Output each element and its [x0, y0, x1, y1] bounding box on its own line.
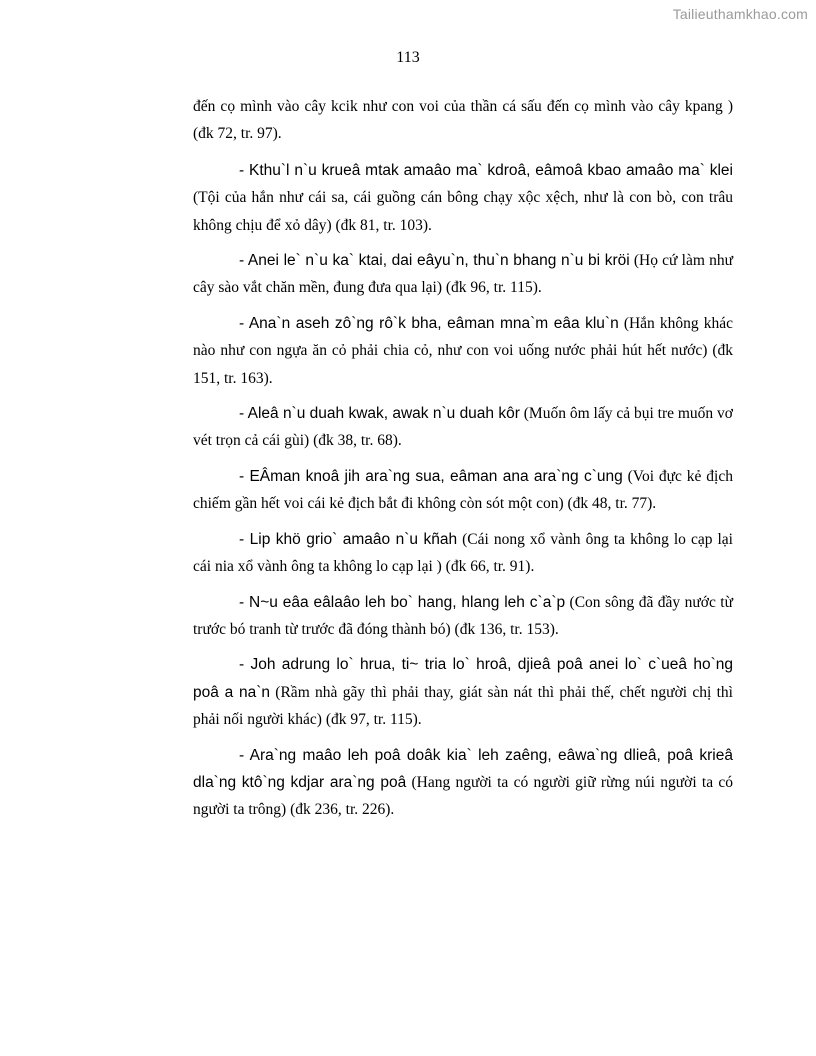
- vietnamese-translation: (Muốn ôm lấy cả bụi tre muốn vơ vét trọn cả cái gùi) (đk 38, tr. 68).: [193, 405, 733, 450]
- proverb-entry: [193, 742, 733, 824]
- vietnamese-translation: (Hắn không khác nào như con ngựa ăn cỏ phải chia cỏ, như con voi uống nước phải hút hết nước) (đk 151, tr. 163).: [193, 314, 733, 387]
- vietnamese-translation: (Cái nong xổ vành ông ta không lo cạp lại cái nia xổ vành ông ta không lo cạp lại ) (đk 66, tr. 91).: [193, 530, 733, 576]
- ede-proverb: - Anei le` n`u ka` ktai, dai eâyu`n, thu`n bhang n`u bi kröi: [239, 252, 630, 270]
- proverb-entry: [193, 157, 733, 239]
- proverb-entry: [193, 400, 733, 455]
- proverb-entry: [193, 247, 733, 302]
- proverb-entry: [193, 463, 733, 518]
- proverb-entry: [193, 310, 733, 392]
- ede-proverb: - N~u eâa eâlaâo leh bo` hang, hlang leh c`a`p: [239, 593, 566, 611]
- ede-proverb: - Ana`n aseh zô`ng rô`k bha, eâman mna`m eâa klu`n: [239, 314, 619, 332]
- proverb-entry: [193, 526, 733, 581]
- vietnamese-translation: (Con sông đã đầy nước từ trước bó tranh từ trước đã đóng thành bó) (đk 136, tr. 153).: [193, 593, 733, 638]
- proverb-entry: [193, 651, 733, 733]
- ede-proverb: - EÂman knoâ jih ara`ng sua, eâman ana ara`ng c`ung: [239, 467, 623, 485]
- vietnamese-translation: (Tội của hắn như cái sa, cái guồng cán bông chạy xộc xệch, như là con bò, con trâu không chịu để xỏ dây) (đk 81, tr. 103).: [193, 189, 733, 234]
- vietnamese-translation: (Họ cứ làm như cây sào vắt chăn mền, đung đưa qua lại) (đk 96, tr. 115).: [193, 252, 733, 297]
- intro-paragraph: đến cọ mình vào cây kcik như con voi của thần cá sấu đến cọ mình vào cây kpang ) (đk 72, tr. 97).: [193, 98, 733, 143]
- ede-proverb: - Aleâ n`u duah kwak, awak n`u duah kôr: [239, 405, 520, 423]
- page-number: 113: [396, 49, 420, 66]
- ede-proverb: - Kthu`l n`u krueâ mtak amaâo ma` kdroâ, eâmoâ kbao amaâo ma` klei: [239, 161, 733, 179]
- vietnamese-translation: (Hang người ta có người giữ rừng núi người ta có người ta trông) (đk 236, tr. 226).: [193, 773, 733, 819]
- ede-proverb: - Lip khö grio` amaâo n`u kñah: [239, 530, 458, 548]
- vietnamese-translation: (Voi đực kẻ địch chiếm gần hết voi cái kẻ địch bắt đi không còn sót một con) (đk 48, tr. 77).: [193, 467, 733, 513]
- ede-proverb: - Joh adrung lo` hrua, ti~ tria lo` hroâ, djieâ poâ anei lo` c`ueâ ho`ng poâ a na`n: [193, 656, 733, 701]
- document-body: [193, 93, 733, 832]
- vietnamese-translation: (Rầm nhà gãy thì phải thay, giát sàn nát thì phải thế, chết người chị thì phải nối người khác) (đk 97, tr. 115).: [193, 683, 733, 729]
- watermark-text: Tailieuthamkhao.com: [672, 6, 808, 22]
- proverb-entry: [193, 589, 733, 644]
- ede-proverb: - Ara`ng maâo leh poâ doâk kia` leh zaêng, eâwa`ng dlieâ, poâ krieâ dla`ng ktô`ng kdjar ara`ng poâ: [193, 746, 733, 791]
